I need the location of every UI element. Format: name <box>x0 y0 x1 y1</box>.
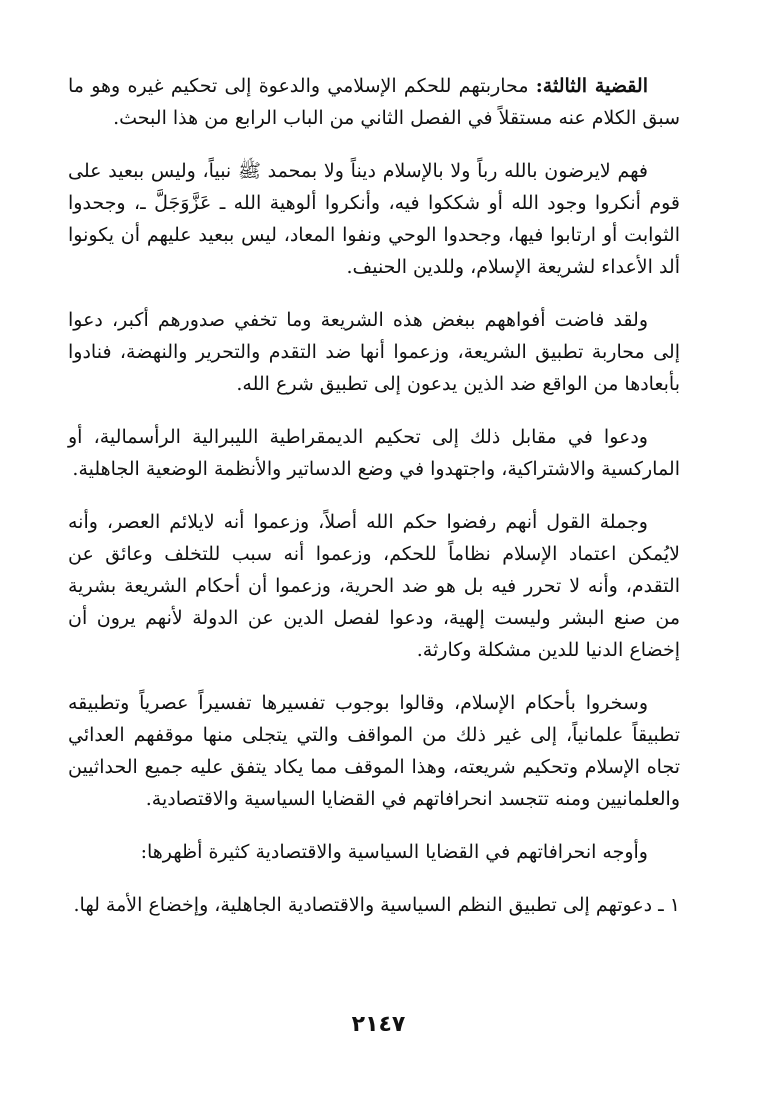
paragraph-text: وأوجه انحرافاتهم في القضايا السياسية والاقتصادية كثيرة أظهرها: <box>140 841 648 863</box>
paragraph-6 <box>68 687 680 815</box>
paragraph-2 <box>68 155 680 283</box>
document-body <box>68 70 680 942</box>
paragraph-text: وسخروا بأحكام الإسلام، وقالوا بوجوب تفسيرها تفسيراً عصرياً وتطبيقه تطبيقاً علمانياً، إلى غير ذلك من المواقف والتي يتجلى منها موقفهم العدائي تجاه الإسلام وتحكيم شريعته، وهذا الموقف مما يكاد يتفق عليه جميع الحداثيين والعلمانيين ومنه تتجسد انحرافاتهم في القضايا السياسية والاقتصادية. <box>68 692 680 810</box>
paragraph-text: ١ ـ دعوتهم إلى تطبيق النظم السياسية والاقتصادية الجاهلية، وإخضاع الأمة لها. <box>73 894 680 916</box>
paragraph-1 <box>68 70 680 134</box>
paragraph-text: فهم لايرضون بالله رباً ولا بالإسلام ديناً ولا بمحمد ﷺ نبياً، وليس ببعيد على قوم أنكروا وجود الله أو شككوا فيه، وأنكروا ألوهية الله ـ عَزَّوَجَلَّ ـ، وجحدوا الثوابت أو ارتابوا فيها، وجحدوا الوحي ونفوا المعاد، ليس ببعيد عليهم أن يكونوا ألد الأعداء لشريعة الإسلام، وللدين الحنيف. <box>68 160 680 278</box>
paragraph-text: ودعوا في مقابل ذلك إلى تحكيم الديمقراطية الليبرالية الرأسمالية، أو الماركسية والاشتراكية، واجتهدوا في وضع الدساتير والأنظمة الوضعية الجاهلية. <box>68 426 680 480</box>
list-item-1 <box>68 889 680 921</box>
paragraph-7 <box>68 836 680 868</box>
paragraph-text: محاربتهم للحكم الإسلامي والدعوة إلى تحكيم غيره وهو ما سبق الكلام عنه مستقلاً في الفصل الثاني من الباب الرابع من هذا البحث. <box>68 75 680 129</box>
page-number: ٢١٤٧ <box>351 1012 406 1037</box>
paragraph-5 <box>68 506 680 666</box>
paragraph-3 <box>68 304 680 400</box>
paragraph-text: وجملة القول أنهم رفضوا حكم الله أصلاً، وزعموا أنه لايلائم العصر، وأنه لايُمكن اعتماد الإسلام نظاماً للحكم، وزعموا أنه سبب للتخلف وعائق عن التقدم، وأنه لا تحرر فيه بل هو ضد الحرية، وزعموا أن أحكام الشريعة بشرية من صنع البشر وليست إلهية، ودعوا لفصل الدين عن الدولة لأنهم يرون أن إخضاع الدنيا للدين مشكلة وكارثة. <box>68 511 680 661</box>
issue-heading: القضية الثالثة: <box>535 75 648 97</box>
paragraph-text: ولقد فاضت أفواههم ببغض هذه الشريعة وما تخفي صدورهم أكبر، دعوا إلى محاربة تطبيق الشريعة، وزعموا أنها ضد التقدم والتحرير والنهضة، فنادوا بأبعادها من الواقع ضد الذين يدعون إلى تطبيق شرع الله. <box>68 309 680 395</box>
paragraph-4 <box>68 421 680 485</box>
